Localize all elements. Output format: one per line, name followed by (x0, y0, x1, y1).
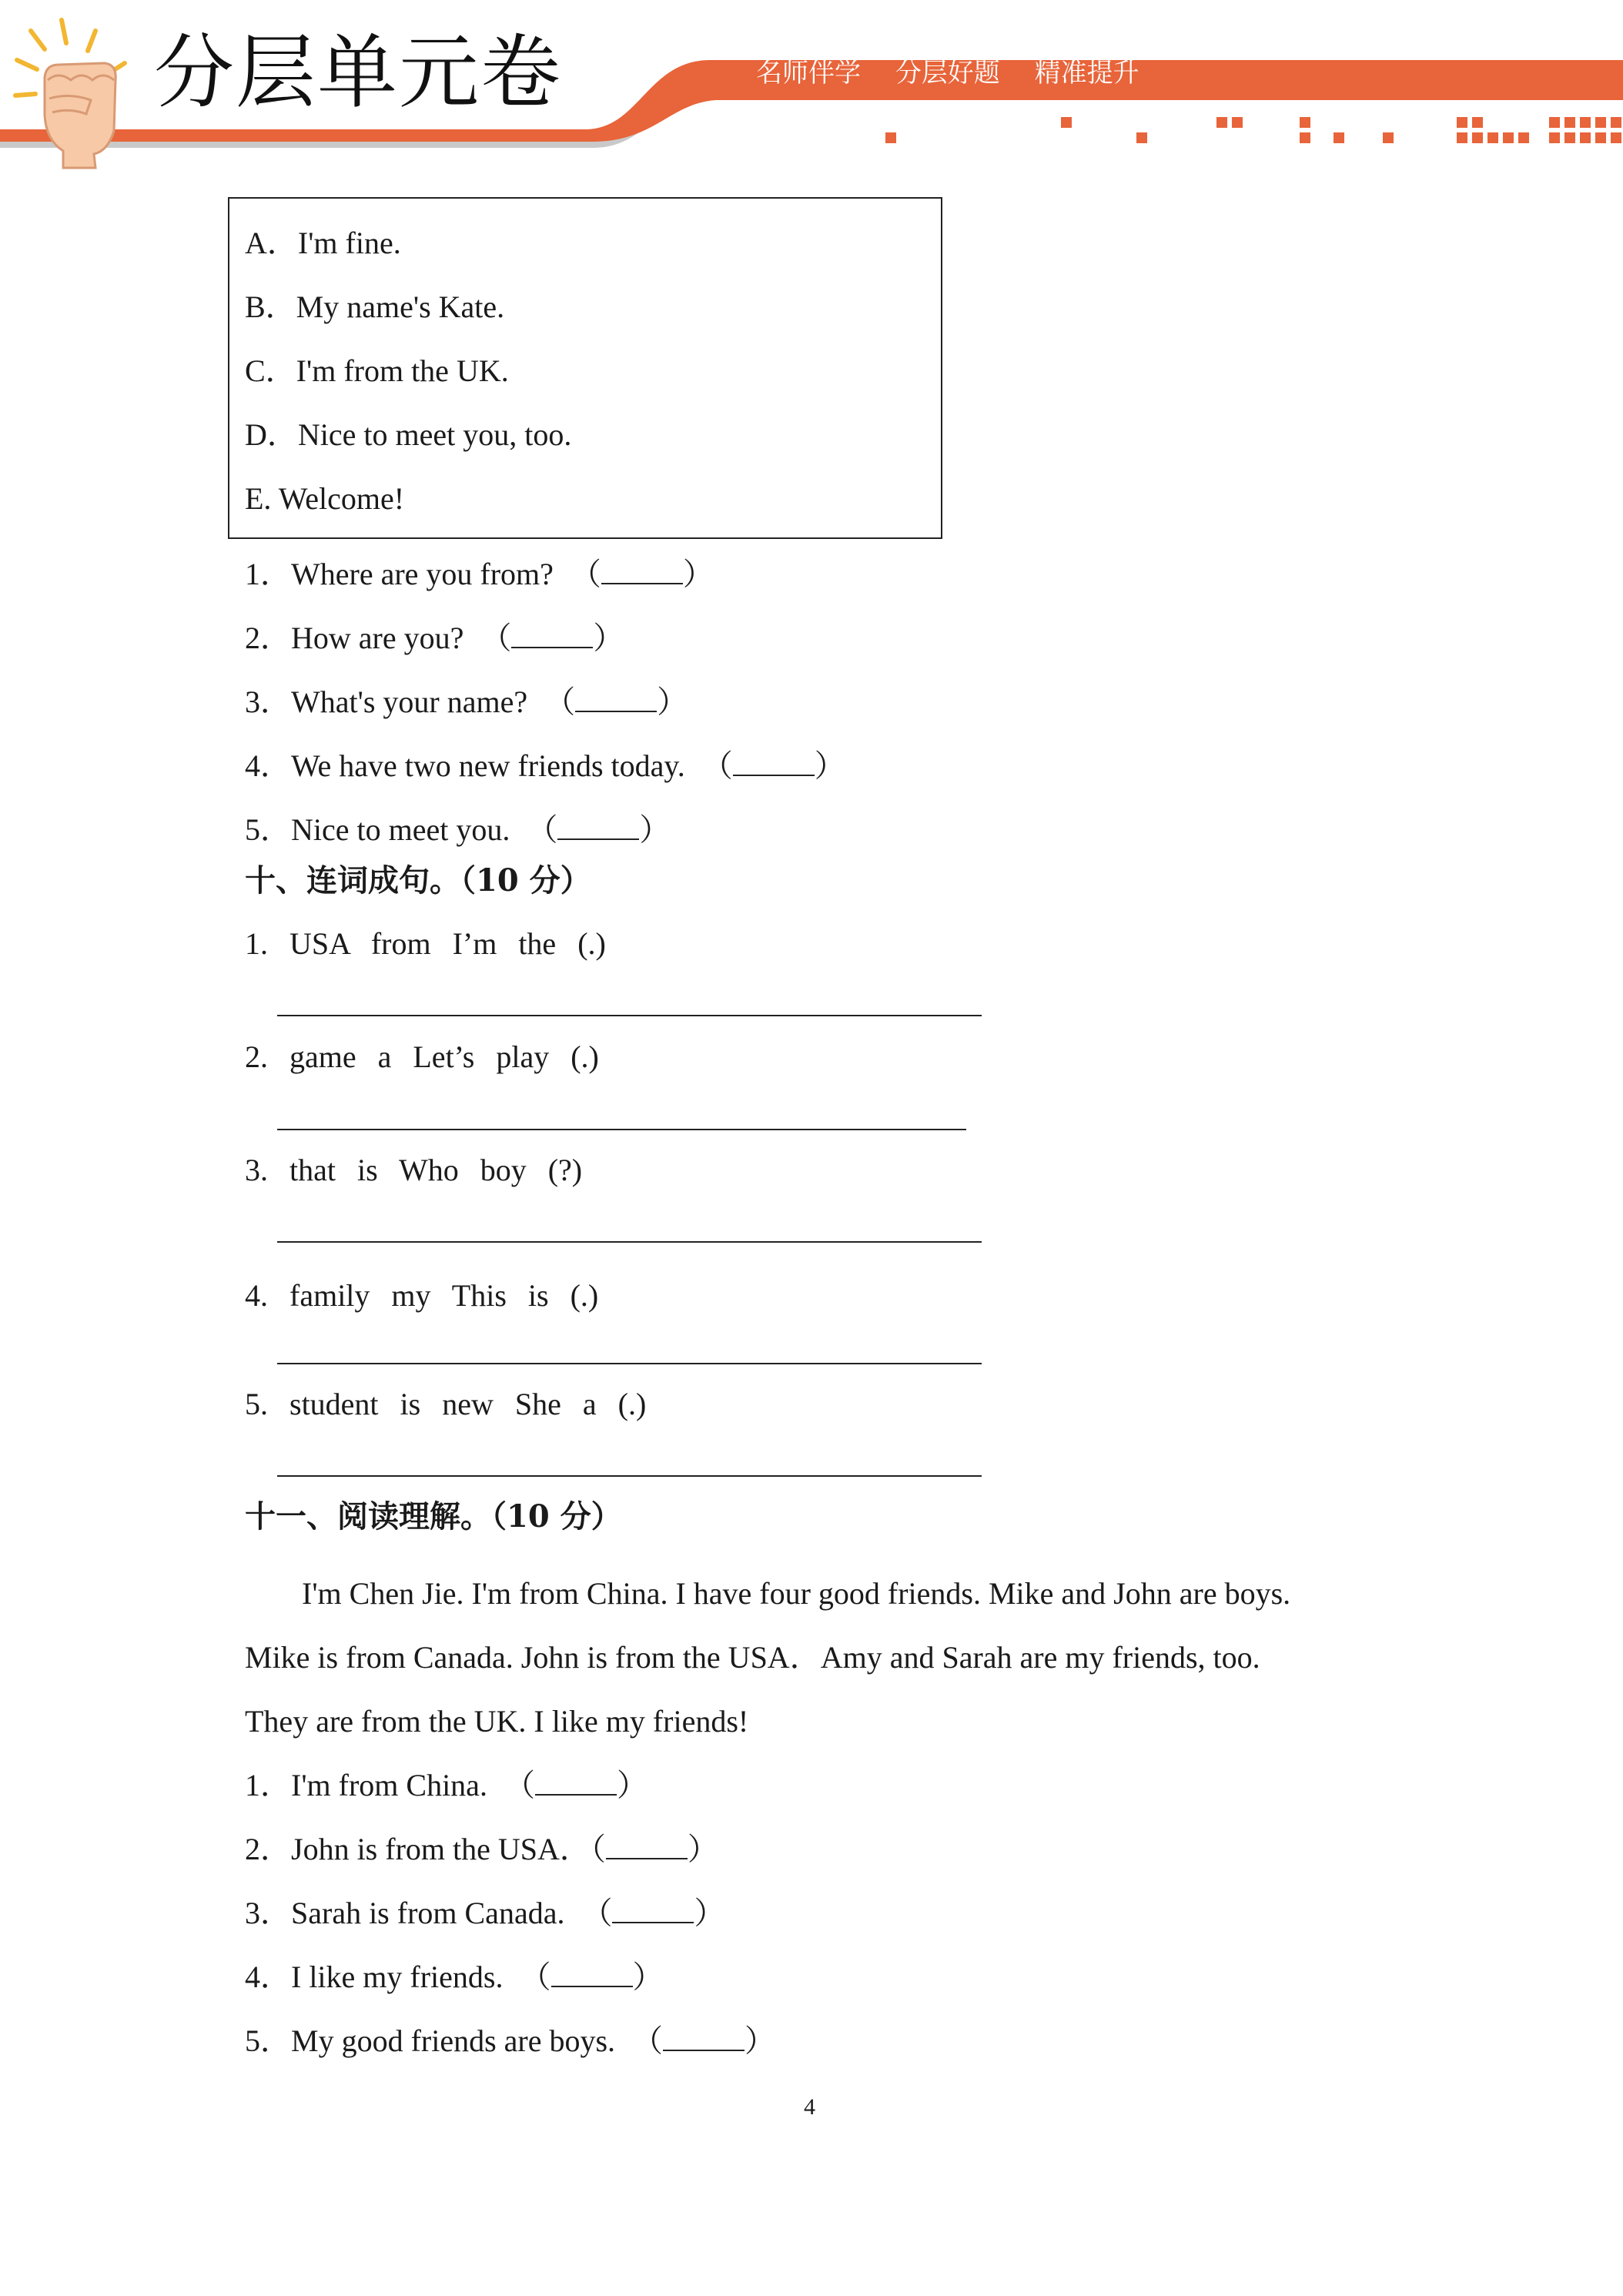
passage-line-3: They are from the UK. I like my friends! (245, 1704, 749, 1739)
answer-blank[interactable] (663, 2027, 745, 2051)
match-question-1: 1．Where are you from? （ ） (245, 557, 714, 591)
slogan-3: 精准提升 (1034, 58, 1139, 89)
question-text: 3．Sarah is from Canada. (245, 1896, 565, 1930)
reorder-item-3: 3. that is Who boy (?) (245, 1153, 583, 1187)
question-text: 2．John is from the USA． (245, 1832, 591, 1866)
answer-line-1[interactable] (277, 1015, 982, 1016)
answer-line-5[interactable] (277, 1475, 982, 1477)
question-text: 4．We have two new friends today. (245, 748, 685, 783)
reorder-item-4: 4. family my This is (.) (245, 1278, 599, 1313)
answer-line-4[interactable] (277, 1363, 982, 1364)
section-11-heading: 十一、阅读理解。（10 分） (245, 1498, 622, 1535)
tf-question-3: 3．Sarah is from Canada. （ ） (245, 1896, 725, 1930)
match-question-4: 4．We have two new friends today. （ ） (245, 748, 845, 783)
answer-blank[interactable] (535, 1771, 617, 1796)
option-c: C．I'm from the UK. (245, 353, 509, 388)
page-header (0, 0, 1623, 177)
match-question-2: 2．How are you? （ ） (245, 621, 624, 655)
answer-blank[interactable] (601, 560, 683, 584)
brand-title: 分层单元卷 (154, 25, 563, 119)
option-e: E. Welcome! (245, 481, 405, 516)
answer-blank[interactable] (551, 1963, 633, 1987)
passage-line-2: Mike is from Canada. John is from the USA．Amy and Sarah are my friends, too. (245, 1640, 1260, 1675)
answer-blank[interactable] (733, 751, 815, 776)
tf-question-1: 1．I'm from China. （ ） (245, 1768, 648, 1802)
reorder-item-2: 2. game a Let’s play (.) (245, 1039, 599, 1074)
question-text: 5．My good friends are boys. (245, 2023, 616, 2058)
question-text: 1．Where are you from? (245, 557, 554, 591)
header-slogan (756, 58, 1166, 89)
option-b: B．My name's Kate. (245, 290, 505, 324)
reorder-item-1: 1. USA from I’m the (.) (245, 926, 606, 961)
question-text: 4．I like my friends. (245, 1960, 504, 1994)
answer-blank[interactable] (575, 688, 657, 712)
answer-blank[interactable] (606, 1835, 688, 1859)
match-question-3: 3．What's your name? （ ） (245, 684, 688, 719)
question-text: 2．How are you? (245, 621, 464, 655)
passage-line-1: I'm Chen Jie. I'm from China. I have four good friends. Mike and John are boys. (302, 1576, 1291, 1611)
question-text: 5．Nice to meet you. (245, 812, 510, 847)
answer-line-2[interactable] (277, 1129, 966, 1130)
page-number: 4 (804, 2094, 815, 2120)
question-text: 3．What's your name? (245, 684, 528, 719)
question-text: 1．I'm from China. (245, 1768, 487, 1802)
answer-line-3[interactable] (277, 1241, 982, 1243)
tf-question-5: 5．My good friends are boys. （ ） (245, 2023, 776, 2058)
tf-question-2: 2．John is from the USA．（ ） (245, 1832, 718, 1866)
tf-question-4: 4．I like my friends. （ ） (245, 1960, 664, 1994)
slogan-1: 名师伴学 (756, 58, 861, 89)
match-question-5: 5．Nice to meet you. （ ） (245, 812, 671, 847)
answer-blank[interactable] (557, 815, 639, 840)
option-d: D．Nice to meet you, too. (245, 417, 572, 452)
option-a: A．I'm fine. (245, 226, 401, 260)
reorder-item-5: 5. student is new She a (.) (245, 1387, 647, 1421)
answer-blank[interactable] (612, 1899, 694, 1923)
section-10-heading: 十、连词成句。（10 分） (245, 862, 591, 899)
slogan-2: 分层好题 (895, 58, 1000, 89)
answer-blank[interactable] (511, 624, 593, 648)
